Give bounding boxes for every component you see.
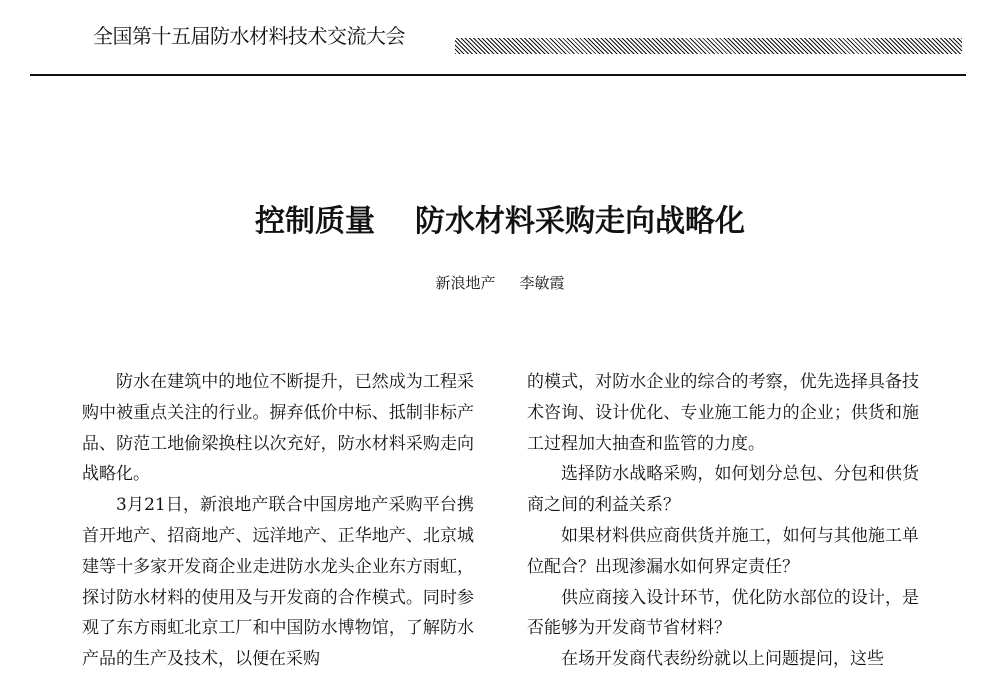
paragraph: 防水在建筑中的地位不断提升，已然成为工程采购中被重点关注的行业。摒弃低价中标、抵制非标产品、防范工地偷梁换柱以次充好，防水材料采购走向战略化。: [82, 372, 474, 485]
header-rule: [30, 74, 966, 76]
paragraph-continuation: 的模式，对防水企业的综合的考察，优先选择具备技术咨询、设计优化、专业施工能力的企业；供货和施工过程加大抽查和监管的力度。: [527, 372, 919, 454]
author-organization: 新浪地产: [435, 274, 496, 292]
paragraph: 在场开发商代表纷纷就以上问题提问，这些: [561, 649, 884, 670]
paragraph: 供应商接入设计环节，优化防水部位的设计，是否能够为开发商节省材料？: [527, 587, 919, 639]
article-title-part-1: 控制质量: [255, 204, 375, 239]
author-name: 李敏霞: [519, 274, 565, 292]
paragraph: 选择防水战略采购，如何划分总包、分包和供货商之间的利益关系？: [527, 464, 919, 516]
header-hatched-band: [455, 38, 962, 54]
byline: [0, 272, 1000, 293]
paragraph: 3月21日，新浪地产联合中国房地产采购平台携首开地产、招商地产、远洋地产、正华地产、北京城建等十多家开发商企业走进防水龙头企业东方雨虹，探讨防水材料的使用及与开发商的合作模式。同时参观了东方雨虹北京工厂和中国防水博物馆，了解防水产品的生产及技术，以便在采购: [82, 495, 474, 670]
running-header: 全国第十五届防水材料技术交流大会: [93, 24, 405, 48]
left-column: [82, 367, 474, 687]
article-title-part-2: 防水材料采购走向战略化: [415, 204, 745, 239]
paragraph: 如果材料供应商供货并施工，如何与其他施工单位配合？出现渗漏水如何界定责任？: [527, 525, 919, 577]
right-column: [527, 367, 919, 687]
article-title: [0, 196, 1000, 240]
